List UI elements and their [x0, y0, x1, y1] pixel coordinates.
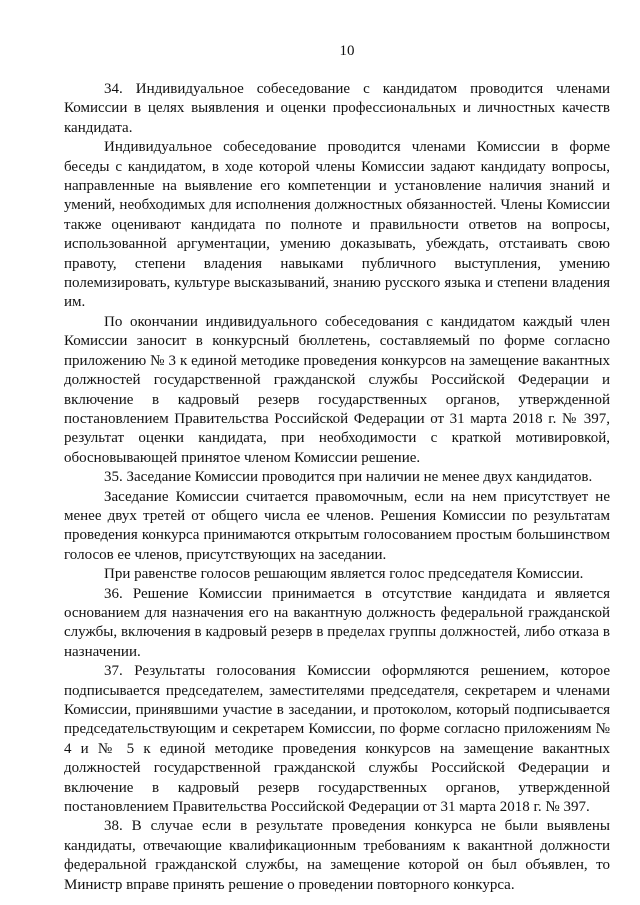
- paragraph-34: 34. Индивидуальное собеседование с кандидатом проводится членами Комиссии в целях выявления и оценки профессиональных и личностных качеств кандидата.: [64, 81, 610, 136]
- paragraph-ballot: По окончании индивидуального собеседования с кандидатом каждый член Комиссии заносит в конкурсный бюллетень, составляемый по форме согласно приложению № 3 к единой методике проведения конкурсов на замещение вакантных должностей государственной гражданской службы Российской Федерации и включение в кадровый резерв государственных органов, утвержденной постановлением Правительства Российской Федерации от 31 марта 2018 г. № 397, результат оценки кандидата, при необходимости с краткой мотивировкой, обосновывающей принятое членом Комиссии решение.: [64, 313, 610, 466]
- paragraph-quorum: Заседание Комиссии считается правомочным, если на нем присутствует не менее двух третей от общего числа ее членов. Решения Комиссии по результатам проведения конкурса принимаются открытым голосованием простым большинством голосов ее членов, присутствующих на заседании.: [64, 488, 610, 563]
- paragraph-38: 38. В случае если в результате проведения конкурса не были выявлены кандидаты, отвечающие квалификационным требованиям к вакантной должности федеральной гражданской службы, на замещение которой он был объявлен, то Министр вправе принять решение о проведении повторного конкурса.: [64, 818, 610, 893]
- paragraph-36: 36. Решение Комиссии принимается в отсутствие кандидата и является основанием для назначения его на вакантную должность федеральной гражданской службы, включения в кадровый резерв в пределах группы должностей, либо отказа в назначении.: [64, 585, 610, 660]
- paragraph-interview-form: Индивидуальное собеседование проводится членами Комиссии в форме беседы с кандидатом, в ходе которой члены Комиссии задают кандидату вопросы, направленные на выявление его компетенции и установление наличия знаний и умений, необходимых для исполнения должностных обязанностей. Члены Комиссии также оценивают кандидата по полноте и правильности ответов на вопросы, использованной аргументации, умению доказывать, убеждать, отстаивать свою правоту, степени владения навыками публичного выступления, умению полемизировать, культуре высказываний, знанию русского языка и степени владения им.: [64, 139, 610, 311]
- page-number: 10: [339, 43, 355, 59]
- paragraph-37: 37. Результаты голосования Комиссии оформляются решением, которое подписывается председателем, заместителями председателя, секретарем и членами Комиссии, принявшими участие в заседании, и протоколом, который подписывается председательствующим и секретарем Комиссии, по форме согласно приложениям № 4 и № 5 к единой методике проведения конкурсов на замещение вакантных должностей государственной гражданской службы Российской Федерации и включение в кадровый резерв государственных органов, утвержденной постановлением Правительства Российской Федерации от 31 марта 2018 г. № 397.: [64, 663, 610, 816]
- paragraph-tie-vote: При равенстве голосов решающим является голос председателя Комиссии.: [104, 566, 584, 583]
- paragraph-35: 35. Заседание Комиссии проводится при наличии не менее двух кандидатов.: [104, 469, 593, 486]
